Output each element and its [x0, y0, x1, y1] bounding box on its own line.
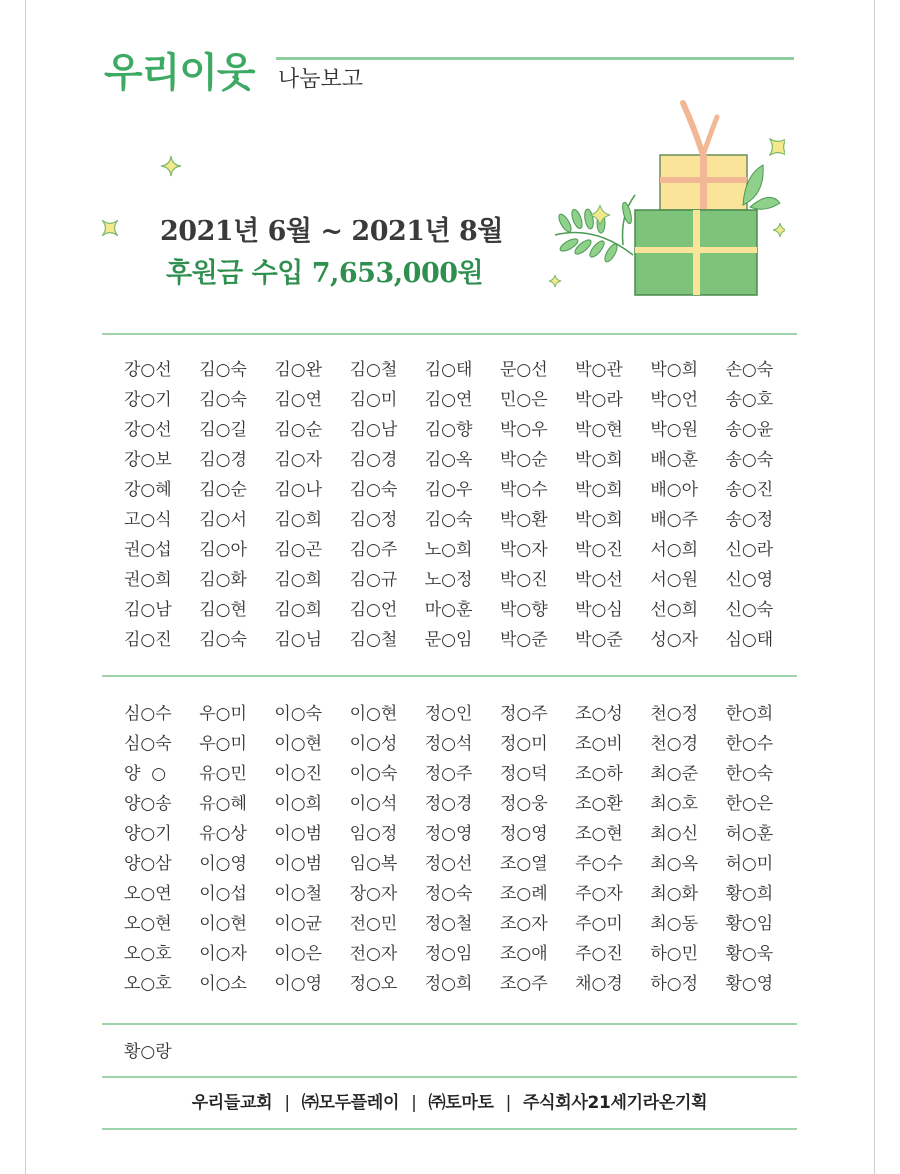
donor-name: 이○소: [199, 974, 247, 994]
donor-name: 조○환: [575, 794, 623, 814]
donor-name: 주○미: [575, 914, 623, 934]
donor-name: 주○진: [575, 944, 623, 964]
donor-name: 유○민: [199, 764, 247, 784]
donor-name: 김○현: [199, 600, 247, 620]
donor-name: 김○경: [349, 450, 398, 470]
donor-name: 이○진: [274, 764, 323, 784]
donor-name: 전○자: [349, 944, 398, 964]
donor-name: 최○신: [650, 824, 698, 844]
donor-name: 최○동: [650, 914, 698, 934]
donor-name: 박○진: [499, 570, 548, 590]
donor-name: 신○영: [725, 570, 774, 590]
donor-name: 정○임: [424, 944, 473, 964]
donor-name: 배○주: [650, 510, 698, 530]
divider: [102, 1076, 797, 1078]
donor-name: 최○호: [650, 794, 698, 814]
donor-name: 이○철: [274, 884, 323, 904]
donor-name: 이○성: [349, 734, 398, 754]
donor-name: 박○순: [499, 450, 548, 470]
donor-name: 이○균: [274, 914, 323, 934]
donor-name: 서○원: [650, 570, 698, 590]
sponsor-separator: |: [505, 1093, 512, 1113]
donor-name: 이○현: [199, 914, 247, 934]
donor-name: 송○호: [725, 390, 774, 410]
donor-name: 이○은: [274, 944, 323, 964]
donor-name: 한○희: [725, 704, 774, 724]
gift-boxes-illustration: [545, 95, 785, 305]
donor-name: 김○아: [199, 540, 247, 560]
donor-name: 박○수: [499, 480, 548, 500]
donor-name: 이○영: [274, 974, 323, 994]
donor-name: 이○희: [274, 794, 323, 814]
donor-name: 이○영: [199, 854, 247, 874]
donor-name: 노○희: [424, 540, 473, 560]
donor-name: 선○희: [650, 600, 698, 620]
donor-name: 강○선: [124, 420, 172, 440]
donor-name: 김○자: [274, 450, 323, 470]
sponsor-name: 주식회사21세기라온기획: [523, 1093, 708, 1113]
donor-name: 김○남: [349, 420, 398, 440]
donor-name: 김○숙: [349, 480, 398, 500]
donor-name: 박○준: [575, 630, 623, 650]
sponsor-name: ㈜토마토: [428, 1093, 494, 1113]
donor-name: 이○숙: [349, 764, 398, 784]
donor-name: 김○태: [424, 360, 473, 380]
right-frame-line: [874, 0, 875, 1174]
donor-name: 박○환: [499, 510, 548, 530]
divider: [102, 333, 797, 335]
donor-name: 강○보: [124, 450, 172, 470]
donor-name: 서○희: [650, 540, 698, 560]
donor-name: 최○준: [650, 764, 698, 784]
donor-name: 송○윤: [725, 420, 774, 440]
donor-name: 신○숙: [725, 600, 774, 620]
donor-name: 오○호: [124, 944, 172, 964]
donor-name: 배○훈: [650, 450, 698, 470]
donor-name: 정○주: [424, 764, 473, 784]
donor-name: 이○숙: [274, 704, 323, 724]
donor-name: 조○애: [499, 944, 548, 964]
donor-name: 조○현: [575, 824, 623, 844]
donor-name: 김○철: [349, 360, 398, 380]
donor-name: 정○석: [424, 734, 473, 754]
left-frame-line: [25, 0, 26, 1174]
donor-name: 이○범: [274, 854, 323, 874]
donor-name: 정○경: [424, 794, 473, 814]
donor-name: 정○희: [424, 974, 473, 994]
donor-name: 김○향: [424, 420, 473, 440]
donor-name: 한○수: [725, 734, 774, 754]
donor-name: 박○관: [575, 360, 623, 380]
donor-name: 임○정: [349, 824, 398, 844]
donor-name: 박○희: [575, 450, 623, 470]
header-rule: [276, 57, 794, 60]
donor-name: 김○희: [274, 570, 323, 590]
donor-name: 유○혜: [199, 794, 247, 814]
donor-name: 이○석: [349, 794, 398, 814]
report-period: 2021년 6월 ~ 2021년 8월: [160, 216, 503, 247]
donor-name: 양○기: [124, 824, 172, 844]
donor-name: 천○정: [650, 704, 698, 724]
donor-name: 김○연: [274, 390, 323, 410]
donor-name: 조○하: [575, 764, 623, 784]
donor-name: 김○언: [349, 600, 398, 620]
donor-name: 하○민: [650, 944, 698, 964]
donor-name: 황○임: [725, 914, 774, 934]
donor-name: 김○희: [274, 600, 323, 620]
donor-name: 천○경: [650, 734, 698, 754]
donor-name: 조○주: [499, 974, 548, 994]
donor-name: 조○례: [499, 884, 548, 904]
donor-name: 김○철: [349, 630, 398, 650]
donor-name: 정○덕: [499, 764, 548, 784]
donor-list-block-3: 황○랑: [124, 1042, 172, 1062]
donor-name: 김○주: [349, 540, 398, 560]
donor-name: 김○님: [274, 630, 323, 650]
donor-name: 정○숙: [424, 884, 473, 904]
donor-name: 심○숙: [124, 734, 172, 754]
donor-name: 하○정: [650, 974, 698, 994]
donor-name: 정○주: [499, 704, 548, 724]
donor-name: 김○나: [274, 480, 323, 500]
sponsor-list: [102, 1090, 797, 1116]
donor-name: 이○범: [274, 824, 323, 844]
donor-name: 문○선: [499, 360, 548, 380]
donor-name: 황○영: [725, 974, 774, 994]
donor-name: 주○자: [575, 884, 623, 904]
donor-name: 허○훈: [725, 824, 774, 844]
donor-name: 김○진: [124, 630, 172, 650]
donor-name: 민○은: [499, 390, 548, 410]
report-subtitle: 나눔보고: [278, 67, 364, 92]
donor-name: 정○영: [424, 824, 473, 844]
donor-name: 강○기: [124, 390, 172, 410]
donor-name: 심○수: [124, 704, 172, 724]
donor-name: 한○숙: [725, 764, 774, 784]
donor-name: 김○미: [349, 390, 398, 410]
donor-name: 정○영: [499, 824, 548, 844]
donor-name: 심○태: [725, 630, 774, 650]
donor-name: 장○자: [349, 884, 398, 904]
donor-name: 권○섭: [124, 540, 172, 560]
donor-name: 조○성: [575, 704, 623, 724]
donor-name: 양○송: [124, 794, 172, 814]
donor-name: 김○순: [199, 480, 247, 500]
donor-name: 권○희: [124, 570, 172, 590]
brand-title: 우리이웃: [104, 50, 255, 96]
donor-name: 정○철: [424, 914, 473, 934]
donor-name: 김○완: [274, 360, 323, 380]
donor-name: 박○심: [575, 600, 623, 620]
donor-name: 박○자: [499, 540, 548, 560]
donor-name: 박○우: [499, 420, 548, 440]
donor-name: 주○수: [575, 854, 623, 874]
donor-name: 이○현: [274, 734, 323, 754]
donor-name: 김○길: [199, 420, 247, 440]
donor-name: 전○민: [349, 914, 398, 934]
sparkle-icon: [160, 155, 182, 177]
donor-name: 고○식: [124, 510, 172, 530]
donor-name: 유○상: [199, 824, 247, 844]
donor-name: 김○숙: [424, 510, 473, 530]
donor-name: 최○옥: [650, 854, 698, 874]
donor-name: 정○오: [349, 974, 398, 994]
donor-name: 박○준: [499, 630, 548, 650]
donor-name: 정○선: [424, 854, 473, 874]
donor-name: 김○숙: [199, 360, 247, 380]
donor-name: 우○미: [199, 734, 247, 754]
donor-name: 신○라: [725, 540, 774, 560]
donor-name: 조○열: [499, 854, 548, 874]
donor-name: 김○곤: [274, 540, 323, 560]
donor-name: 김○순: [274, 420, 323, 440]
donor-name: 최○화: [650, 884, 698, 904]
donor-name: 황○희: [725, 884, 774, 904]
donor-name: 마○훈: [424, 600, 473, 620]
donor-name: 조○자: [499, 914, 548, 934]
donor-name: 정○웅: [499, 794, 548, 814]
donor-name: 박○선: [575, 570, 623, 590]
donor-name: 김○희: [274, 510, 323, 530]
donor-name: 김○숙: [199, 390, 247, 410]
donor-name: 송○숙: [725, 450, 774, 470]
donor-name: 임○복: [349, 854, 398, 874]
donor-name: 황○욱: [725, 944, 774, 964]
donor-name: 김○옥: [424, 450, 473, 470]
donor-name: 박○언: [650, 390, 698, 410]
sponsor-separator: |: [411, 1093, 417, 1113]
sponsor-name: 우리들교회: [191, 1093, 273, 1113]
donor-name: 조○비: [575, 734, 623, 754]
donor-list-block-1: [124, 355, 801, 655]
divider: [102, 675, 797, 677]
sparkle-icon: [97, 215, 123, 241]
donor-name: 박○희: [575, 510, 623, 530]
divider: [102, 1023, 797, 1025]
donor-name: 김○정: [349, 510, 398, 530]
donor-name: 양○삼: [124, 854, 172, 874]
donor-name: 채○경: [575, 974, 623, 994]
donor-name: 김○경: [199, 450, 247, 470]
donor-list-block-2: [124, 699, 801, 999]
donor-name: 김○규: [349, 570, 398, 590]
donor-name: 김○숙: [199, 630, 247, 650]
divider: [102, 1128, 797, 1130]
income-total: 후원금 수입 7,653,000원: [166, 258, 484, 289]
donor-name: 오○연: [124, 884, 172, 904]
donor-name: 박○현: [575, 420, 623, 440]
donor-name: 이○현: [349, 704, 398, 724]
donor-name: 한○은: [725, 794, 774, 814]
sponsor-separator: |: [284, 1093, 290, 1113]
donor-name: 오○호: [124, 974, 172, 994]
donor-name: 박○원: [650, 420, 698, 440]
donor-name: 정○미: [499, 734, 548, 754]
donor-name: 이○섭: [199, 884, 247, 904]
donor-name: 배○아: [650, 480, 698, 500]
donor-name: 김○화: [199, 570, 247, 590]
donor-name: 박○라: [575, 390, 623, 410]
donor-name: 강○선: [124, 360, 172, 380]
donor-name: 손○숙: [725, 360, 774, 380]
sponsor-name: ㈜모두플레이: [301, 1093, 400, 1113]
donor-name: 박○희: [575, 480, 623, 500]
donor-name: 문○임: [424, 630, 473, 650]
donor-name: 성○자: [650, 630, 698, 650]
donor-name: 김○서: [199, 510, 247, 530]
donor-name: 송○정: [725, 510, 774, 530]
donor-name: 노○정: [424, 570, 473, 590]
donor-name: 양 ○: [124, 764, 167, 784]
donor-name: 박○향: [499, 600, 548, 620]
donor-name: 박○희: [650, 360, 698, 380]
donor-name: 이○자: [199, 944, 247, 964]
donor-name: 김○연: [424, 390, 473, 410]
donor-name: 정○인: [424, 704, 473, 724]
donor-name: 송○진: [725, 480, 774, 500]
donor-name: 김○우: [424, 480, 473, 500]
donor-name: 우○미: [199, 704, 247, 724]
donor-name: 박○진: [575, 540, 623, 560]
donor-name: 허○미: [725, 854, 774, 874]
donor-name: 오○현: [124, 914, 172, 934]
donor-name: 강○혜: [124, 480, 172, 500]
donor-name: 김○남: [124, 600, 172, 620]
